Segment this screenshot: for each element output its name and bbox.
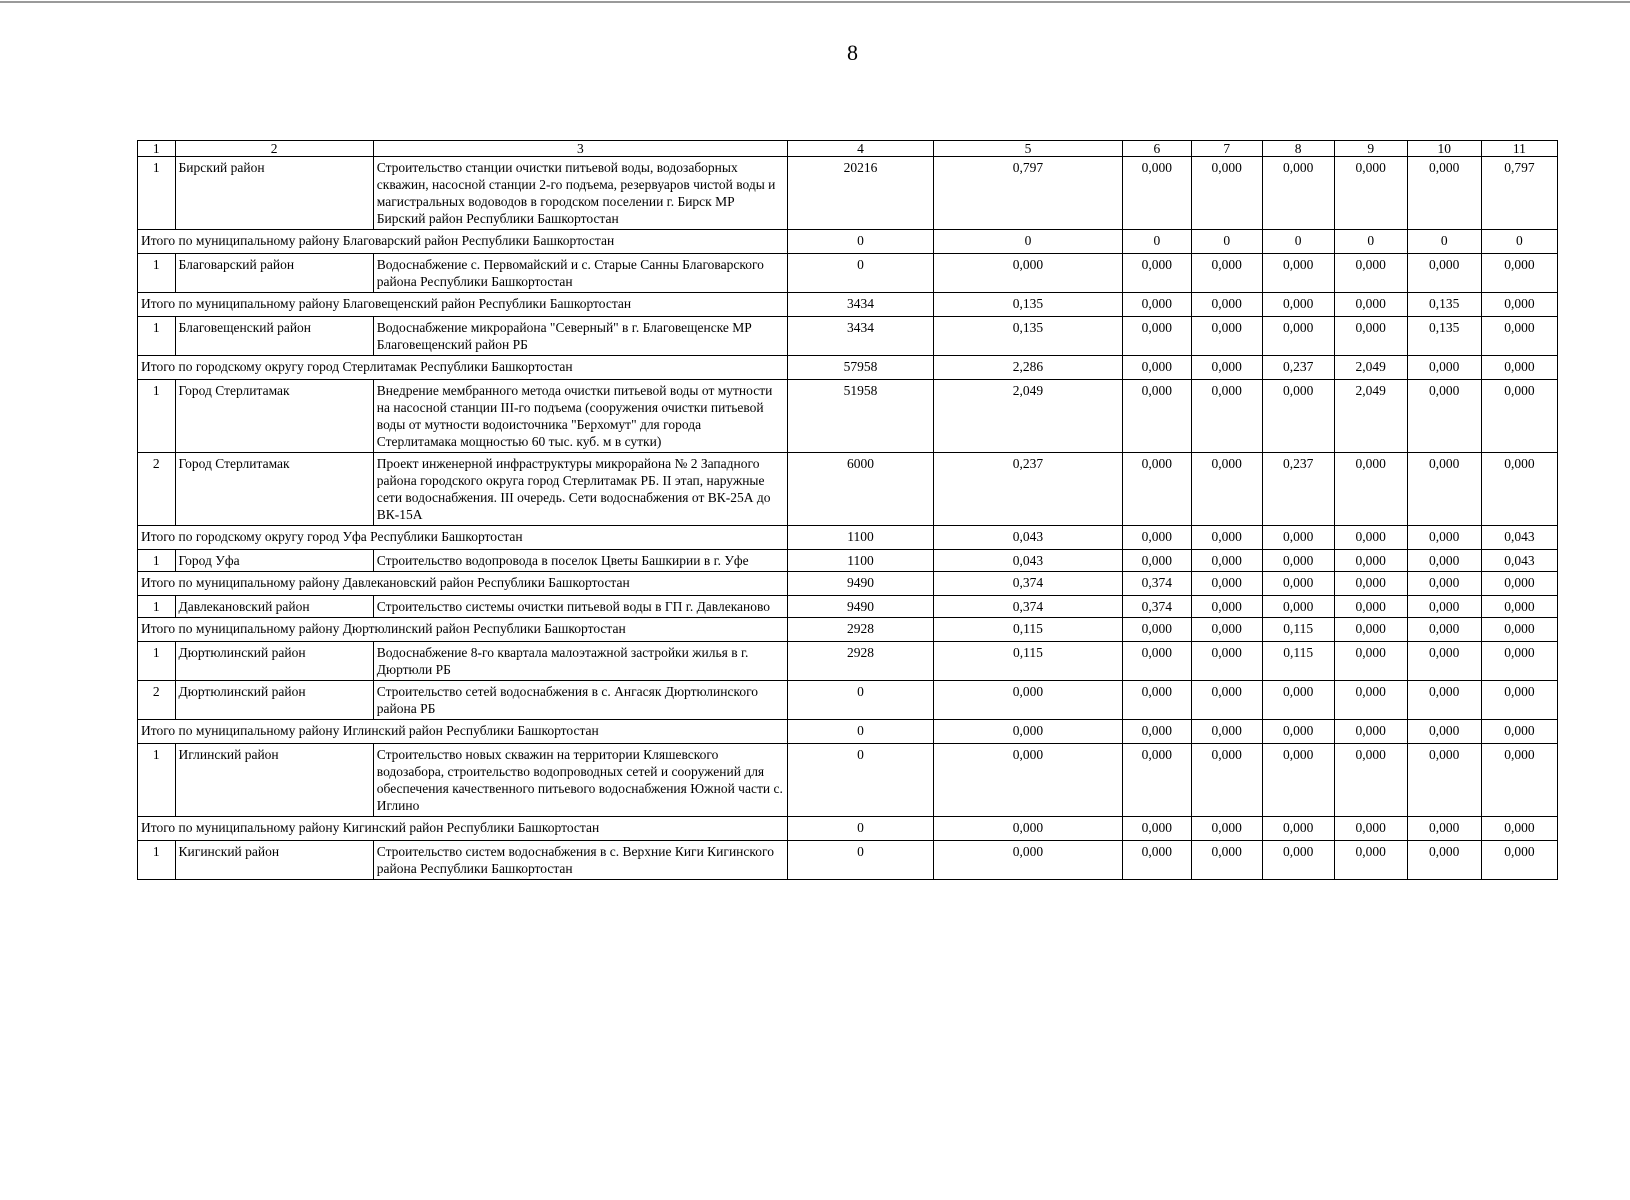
value-col-11: 0,000 (1481, 744, 1557, 817)
value-col-6: 0,000 (1122, 453, 1191, 526)
project-description: Строительство новых скважин на территории Кляшевского водозабора, строительство водопроводных сетей и сооружений для обеспечения качественного питьевого водоснабжения Южной части с. Иглино (373, 744, 787, 817)
page-number: 8 (847, 40, 858, 65)
value-col-10: 0 (1407, 230, 1481, 254)
value-col-11: 0,000 (1481, 453, 1557, 526)
value-col-11: 0,000 (1481, 596, 1557, 618)
column-number-8: 8 (1262, 141, 1334, 157)
value-col-4: 0 (787, 681, 933, 720)
district-name: Благоварский район (175, 254, 373, 293)
value-col-9: 0,000 (1334, 157, 1407, 230)
value-col-8: 0,000 (1262, 380, 1334, 453)
row-number: 1 (138, 380, 176, 453)
project-description: Строительство станции очистки питьевой воды, водозаборных скважин, насосной станции 2-го подъема, резервуаров чистой воды и магистральных водоводов в городском поселении г. Бирск МР Бирский район Республики Башкортостан (373, 157, 787, 230)
row-number: 1 (138, 254, 176, 293)
value-col-10: 0,000 (1407, 356, 1481, 380)
district-name: Дюртюлинский район (175, 642, 373, 681)
value-col-10: 0,000 (1407, 453, 1481, 526)
value-col-9: 0,000 (1334, 841, 1407, 880)
value-col-11: 0,000 (1481, 618, 1557, 642)
value-col-5: 0,797 (934, 157, 1123, 230)
table-row (138, 380, 1558, 453)
district-name: Давлекановский район (175, 596, 373, 618)
column-number-10: 10 (1407, 141, 1481, 157)
value-col-7: 0,000 (1191, 317, 1262, 356)
subtotal-row (138, 293, 1558, 317)
value-col-5: 0,000 (934, 841, 1123, 880)
value-col-9: 0,000 (1334, 596, 1407, 618)
column-number-6: 6 (1122, 141, 1191, 157)
value-col-4: 6000 (787, 453, 933, 526)
table-body (138, 157, 1558, 880)
value-col-6: 0,000 (1122, 681, 1191, 720)
value-col-4: 0 (787, 230, 933, 254)
value-col-10: 0,000 (1407, 642, 1481, 681)
value-col-9: 2,049 (1334, 380, 1407, 453)
column-number-11: 11 (1481, 141, 1557, 157)
value-col-5: 0,374 (934, 596, 1123, 618)
value-col-4: 0 (787, 817, 933, 841)
value-col-7: 0,000 (1191, 618, 1262, 642)
value-col-7: 0,000 (1191, 526, 1262, 550)
table-row (138, 642, 1558, 681)
subtotal-row (138, 720, 1558, 744)
value-col-10: 0,000 (1407, 526, 1481, 550)
value-col-9: 0,000 (1334, 681, 1407, 720)
value-col-5: 2,286 (934, 356, 1123, 380)
district-name: Бирский район (175, 157, 373, 230)
district-name: Город Уфа (175, 550, 373, 572)
column-number-1: 1 (138, 141, 176, 157)
value-col-8: 0,000 (1262, 254, 1334, 293)
value-col-7: 0,000 (1191, 720, 1262, 744)
value-col-4: 1100 (787, 550, 933, 572)
value-col-7: 0,000 (1191, 293, 1262, 317)
value-col-10: 0,135 (1407, 293, 1481, 317)
value-col-6: 0,000 (1122, 720, 1191, 744)
value-col-5: 0,000 (934, 720, 1123, 744)
value-col-7: 0,000 (1191, 356, 1262, 380)
value-col-8: 0,115 (1262, 642, 1334, 681)
value-col-5: 0,000 (934, 681, 1123, 720)
value-col-4: 20216 (787, 157, 933, 230)
value-col-10: 0,000 (1407, 254, 1481, 293)
value-col-10: 0,135 (1407, 317, 1481, 356)
district-name: Иглинский район (175, 744, 373, 817)
value-col-8: 0,237 (1262, 453, 1334, 526)
table-row (138, 157, 1558, 230)
value-col-7: 0,000 (1191, 380, 1262, 453)
value-col-6: 0,000 (1122, 618, 1191, 642)
column-number-3: 3 (373, 141, 787, 157)
value-col-11: 0,000 (1481, 681, 1557, 720)
value-col-6: 0,000 (1122, 817, 1191, 841)
value-col-9: 0,000 (1334, 254, 1407, 293)
subtotal-label: Итого по городскому округу город Уфа Республики Башкортостан (138, 526, 788, 550)
value-col-5: 0,000 (934, 254, 1123, 293)
value-col-10: 0,000 (1407, 550, 1481, 572)
value-col-8: 0,000 (1262, 157, 1334, 230)
project-description: Строительство систем водоснабжения в с. Верхние Киги Кигинского района Республики Башкортостан (373, 841, 787, 880)
value-col-9: 2,049 (1334, 356, 1407, 380)
value-col-11: 0,000 (1481, 356, 1557, 380)
value-col-10: 0,000 (1407, 596, 1481, 618)
value-col-9: 0,000 (1334, 642, 1407, 681)
value-col-4: 0 (787, 254, 933, 293)
value-col-10: 0,000 (1407, 618, 1481, 642)
value-col-4: 51958 (787, 380, 933, 453)
value-col-6: 0,000 (1122, 317, 1191, 356)
table-row (138, 596, 1558, 618)
value-col-8: 0,000 (1262, 293, 1334, 317)
value-col-9: 0,000 (1334, 572, 1407, 596)
value-col-9: 0,000 (1334, 317, 1407, 356)
value-col-7: 0,000 (1191, 817, 1262, 841)
column-number-5: 5 (934, 141, 1123, 157)
value-col-11: 0,043 (1481, 526, 1557, 550)
value-col-9: 0,000 (1334, 526, 1407, 550)
column-number-row (138, 141, 1558, 157)
value-col-8: 0,237 (1262, 356, 1334, 380)
value-col-9: 0,000 (1334, 720, 1407, 744)
table-row (138, 317, 1558, 356)
value-col-8: 0,000 (1262, 681, 1334, 720)
value-col-4: 57958 (787, 356, 933, 380)
value-col-6: 0,000 (1122, 157, 1191, 230)
value-col-8: 0,115 (1262, 618, 1334, 642)
value-col-11: 0,043 (1481, 550, 1557, 572)
value-col-6: 0,000 (1122, 744, 1191, 817)
value-col-9: 0,000 (1334, 618, 1407, 642)
value-col-11: 0,000 (1481, 254, 1557, 293)
value-col-4: 9490 (787, 596, 933, 618)
value-col-10: 0,000 (1407, 744, 1481, 817)
project-description: Водоснабжение микрорайона "Северный" в г. Благовещенске МР Благовещенский район РБ (373, 317, 787, 356)
value-col-8: 0,000 (1262, 317, 1334, 356)
project-description: Проект инженерной инфраструктуры микрорайона № 2 Западного района городского округа город Стерлитамак РБ. II этап, наружные сети водоснабжения. III очередь. Сети водоснабжения от ВК-25А до ВК-15А (373, 453, 787, 526)
value-col-7: 0,000 (1191, 254, 1262, 293)
value-col-5: 0,115 (934, 618, 1123, 642)
value-col-5: 0,374 (934, 572, 1123, 596)
value-col-8: 0,000 (1262, 596, 1334, 618)
value-col-11: 0,000 (1481, 317, 1557, 356)
value-col-8: 0,000 (1262, 572, 1334, 596)
district-name: Город Стерлитамак (175, 380, 373, 453)
row-number: 1 (138, 157, 176, 230)
column-number-4: 4 (787, 141, 933, 157)
value-col-9: 0,000 (1334, 453, 1407, 526)
subtotal-label: Итого по городскому округу город Стерлитамак Республики Башкортостан (138, 356, 788, 380)
table-row (138, 453, 1558, 526)
project-description: Внедрение мембранного метода очистки питьевой воды от мутности на насосной станции III-го подъема (сооружения очистки питьевой воды от мутности водоисточника "Берхомут" для города Стерлитамака мощностью 60 тыс. куб. м в сутки) (373, 380, 787, 453)
value-col-8: 0,000 (1262, 550, 1334, 572)
value-col-4: 3434 (787, 317, 933, 356)
value-col-7: 0,000 (1191, 572, 1262, 596)
subtotal-label: Итого по муниципальному району Дюртюлинский район Республики Башкортостан (138, 618, 788, 642)
project-description: Строительство водопровода в поселок Цветы Башкирии в г. Уфе (373, 550, 787, 572)
value-col-7: 0,000 (1191, 157, 1262, 230)
value-col-11: 0,000 (1481, 572, 1557, 596)
value-col-4: 0 (787, 841, 933, 880)
subtotal-label: Итого по муниципальному району Кигинский район Республики Башкортостан (138, 817, 788, 841)
row-number: 2 (138, 453, 176, 526)
row-number: 1 (138, 744, 176, 817)
value-col-5: 0 (934, 230, 1123, 254)
value-col-7: 0,000 (1191, 744, 1262, 817)
value-col-10: 0,000 (1407, 380, 1481, 453)
value-col-4: 3434 (787, 293, 933, 317)
row-number: 2 (138, 681, 176, 720)
value-col-8: 0 (1262, 230, 1334, 254)
subtotal-label: Итого по муниципальному району Благовещенский район Республики Башкортостан (138, 293, 788, 317)
value-col-4: 0 (787, 744, 933, 817)
value-col-6: 0,000 (1122, 642, 1191, 681)
value-col-6: 0,000 (1122, 526, 1191, 550)
table-row (138, 254, 1558, 293)
value-col-7: 0,000 (1191, 550, 1262, 572)
subtotal-label: Итого по муниципальному району Давлекановский район Республики Башкортостан (138, 572, 788, 596)
value-col-10: 0,000 (1407, 681, 1481, 720)
value-col-4: 0 (787, 720, 933, 744)
value-col-6: 0,374 (1122, 572, 1191, 596)
value-col-5: 0,000 (934, 817, 1123, 841)
subtotal-label: Итого по муниципальному району Иглинский район Республики Башкортостан (138, 720, 788, 744)
district-name: Дюртюлинский район (175, 681, 373, 720)
value-col-10: 0,000 (1407, 572, 1481, 596)
value-col-5: 0,043 (934, 526, 1123, 550)
column-number-7: 7 (1191, 141, 1262, 157)
value-col-7: 0,000 (1191, 841, 1262, 880)
project-description: Строительство сетей водоснабжения в с. Ангасяк Дюртюлинского района РБ (373, 681, 787, 720)
value-col-11: 0 (1481, 230, 1557, 254)
scan-top-edge (0, 1, 1630, 3)
subtotal-row (138, 526, 1558, 550)
value-col-4: 2928 (787, 618, 933, 642)
value-col-5: 0,237 (934, 453, 1123, 526)
value-col-11: 0,000 (1481, 293, 1557, 317)
table-row (138, 681, 1558, 720)
value-col-6: 0 (1122, 230, 1191, 254)
value-col-11: 0,000 (1481, 817, 1557, 841)
value-col-6: 0,374 (1122, 596, 1191, 618)
value-col-9: 0 (1334, 230, 1407, 254)
value-col-8: 0,000 (1262, 817, 1334, 841)
value-col-11: 0,000 (1481, 720, 1557, 744)
table-row (138, 841, 1558, 880)
subtotal-row (138, 356, 1558, 380)
row-number: 1 (138, 317, 176, 356)
value-col-5: 2,049 (934, 380, 1123, 453)
value-col-11: 0,000 (1481, 841, 1557, 880)
value-col-8: 0,000 (1262, 526, 1334, 550)
project-description: Водоснабжение 8-го квартала малоэтажной застройки жилья в г. Дюртюли РБ (373, 642, 787, 681)
value-col-8: 0,000 (1262, 841, 1334, 880)
value-col-5: 0,135 (934, 293, 1123, 317)
value-col-7: 0,000 (1191, 681, 1262, 720)
value-col-7: 0 (1191, 230, 1262, 254)
value-col-10: 0,000 (1407, 157, 1481, 230)
value-col-6: 0,000 (1122, 550, 1191, 572)
investment-table (137, 140, 1558, 880)
column-number-2: 2 (175, 141, 373, 157)
subtotal-label: Итого по муниципальному району Благоварский район Республики Башкортостан (138, 230, 788, 254)
value-col-4: 9490 (787, 572, 933, 596)
value-col-6: 0,000 (1122, 380, 1191, 453)
value-col-7: 0,000 (1191, 453, 1262, 526)
value-col-5: 0,043 (934, 550, 1123, 572)
row-number: 1 (138, 596, 176, 618)
district-name: Кигинский район (175, 841, 373, 880)
value-col-10: 0,000 (1407, 841, 1481, 880)
value-col-9: 0,000 (1334, 817, 1407, 841)
value-col-5: 0,115 (934, 642, 1123, 681)
value-col-4: 2928 (787, 642, 933, 681)
value-col-5: 0,135 (934, 317, 1123, 356)
subtotal-row (138, 572, 1558, 596)
table-row (138, 744, 1558, 817)
value-col-10: 0,000 (1407, 720, 1481, 744)
district-name: Город Стерлитамак (175, 453, 373, 526)
value-col-7: 0,000 (1191, 642, 1262, 681)
value-col-8: 0,000 (1262, 744, 1334, 817)
row-number: 1 (138, 841, 176, 880)
row-number: 1 (138, 642, 176, 681)
value-col-10: 0,000 (1407, 817, 1481, 841)
value-col-7: 0,000 (1191, 596, 1262, 618)
subtotal-row (138, 230, 1558, 254)
row-number: 1 (138, 550, 176, 572)
value-col-6: 0,000 (1122, 356, 1191, 380)
value-col-6: 0,000 (1122, 254, 1191, 293)
value-col-9: 0,000 (1334, 744, 1407, 817)
value-col-6: 0,000 (1122, 293, 1191, 317)
value-col-11: 0,797 (1481, 157, 1557, 230)
subtotal-row (138, 817, 1558, 841)
project-description: Водоснабжение с. Первомайский и с. Старые Санны Благоварского района Республики Башкортостан (373, 254, 787, 293)
value-col-11: 0,000 (1481, 380, 1557, 453)
value-col-9: 0,000 (1334, 293, 1407, 317)
value-col-9: 0,000 (1334, 550, 1407, 572)
value-col-4: 1100 (787, 526, 933, 550)
value-col-6: 0,000 (1122, 841, 1191, 880)
value-col-8: 0,000 (1262, 720, 1334, 744)
subtotal-row (138, 618, 1558, 642)
value-col-5: 0,000 (934, 744, 1123, 817)
value-col-11: 0,000 (1481, 642, 1557, 681)
district-name: Благовещенский район (175, 317, 373, 356)
column-number-9: 9 (1334, 141, 1407, 157)
table-row (138, 550, 1558, 572)
project-description: Строительство системы очистки питьевой воды в ГП г. Давлеканово (373, 596, 787, 618)
